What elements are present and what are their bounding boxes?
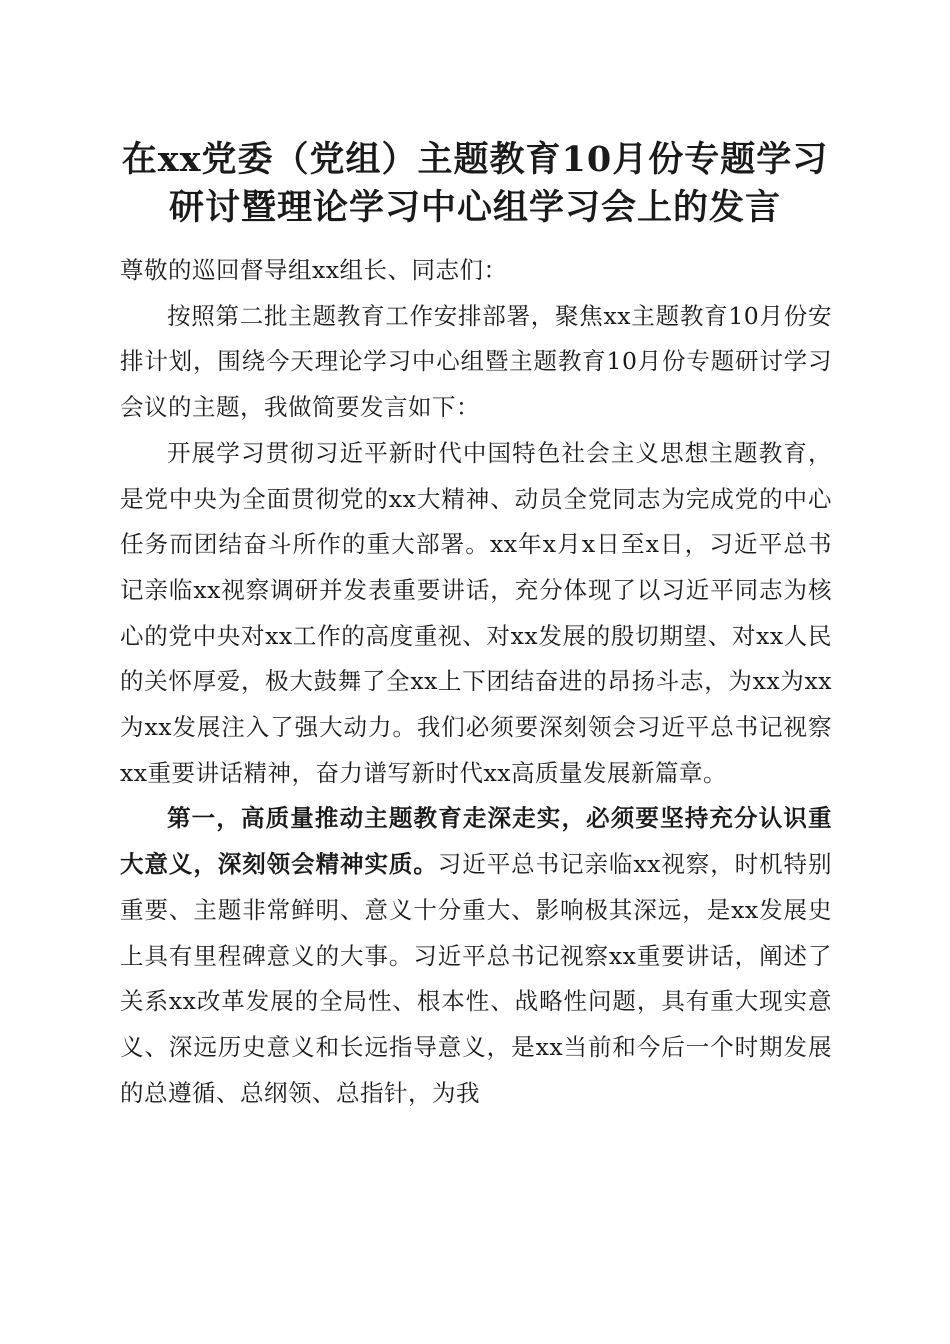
salutation: 尊敬的巡回督导组xx组长、同志们： <box>120 256 508 284</box>
first-point-text: 习近平总书记亲临xx视察，时机特别重要、主题非常鲜明、意义十分重大、影响极其深远，是xx发展史上具有里程碑意义的大事。习近平总书记视察xx重要讲话，阐述了关系xx改革发展的全局性、根本性、战略性问题，具有重大现实意义、深远历史意义和长远指导意义，是xx当前和今后一个时期发展的总遵循、总纲领、总指针，为我 <box>120 850 832 1107</box>
document-body <box>120 248 832 1116</box>
first-point-heading: 第一，高质量推动主题教育走深走实，必须要坚持充分认识重大意义，深刻领会精神实质。 <box>120 804 832 879</box>
document-title-line-2: 研讨暨理论学习中心组学习会上的发言 <box>168 187 781 228</box>
paragraph-background: 开展学习贯彻习近平新时代中国特色社会主义思想主题教育，是党中央为全面贯彻党的xx大精神、动员全党同志为完成党的中心任务而团结奋斗所作的重大部署。xx年x月x日至x日，习近平总书记亲临xx视察调研并发表重要讲话，充分体现了以习近平同志为核心的党中央对xx工作的高度重视、对xx发展的殷切期望、对xx人民的关怀厚爱，极大鼓舞了全xx上下团结奋进的昂扬斗志，为xx为xx为xx发展注入了强大动力。我们必须要深刻领会习近平总书记视察xx重要讲话精神，奋力谱写新时代xx高质量发展新篇章。 <box>120 438 832 787</box>
paragraph-intro: 按照第二批主题教育工作安排部署，聚焦xx主题教育10月份安排计划，围绕今天理论学习中心组暨主题教育10月份专题研讨学习会议的主题，我做简要发言如下： <box>120 301 832 422</box>
paragraph-first-point <box>120 796 832 1116</box>
document-title-line-1: 在xx党委（党组）主题教育10月份专题学习 <box>121 139 829 180</box>
